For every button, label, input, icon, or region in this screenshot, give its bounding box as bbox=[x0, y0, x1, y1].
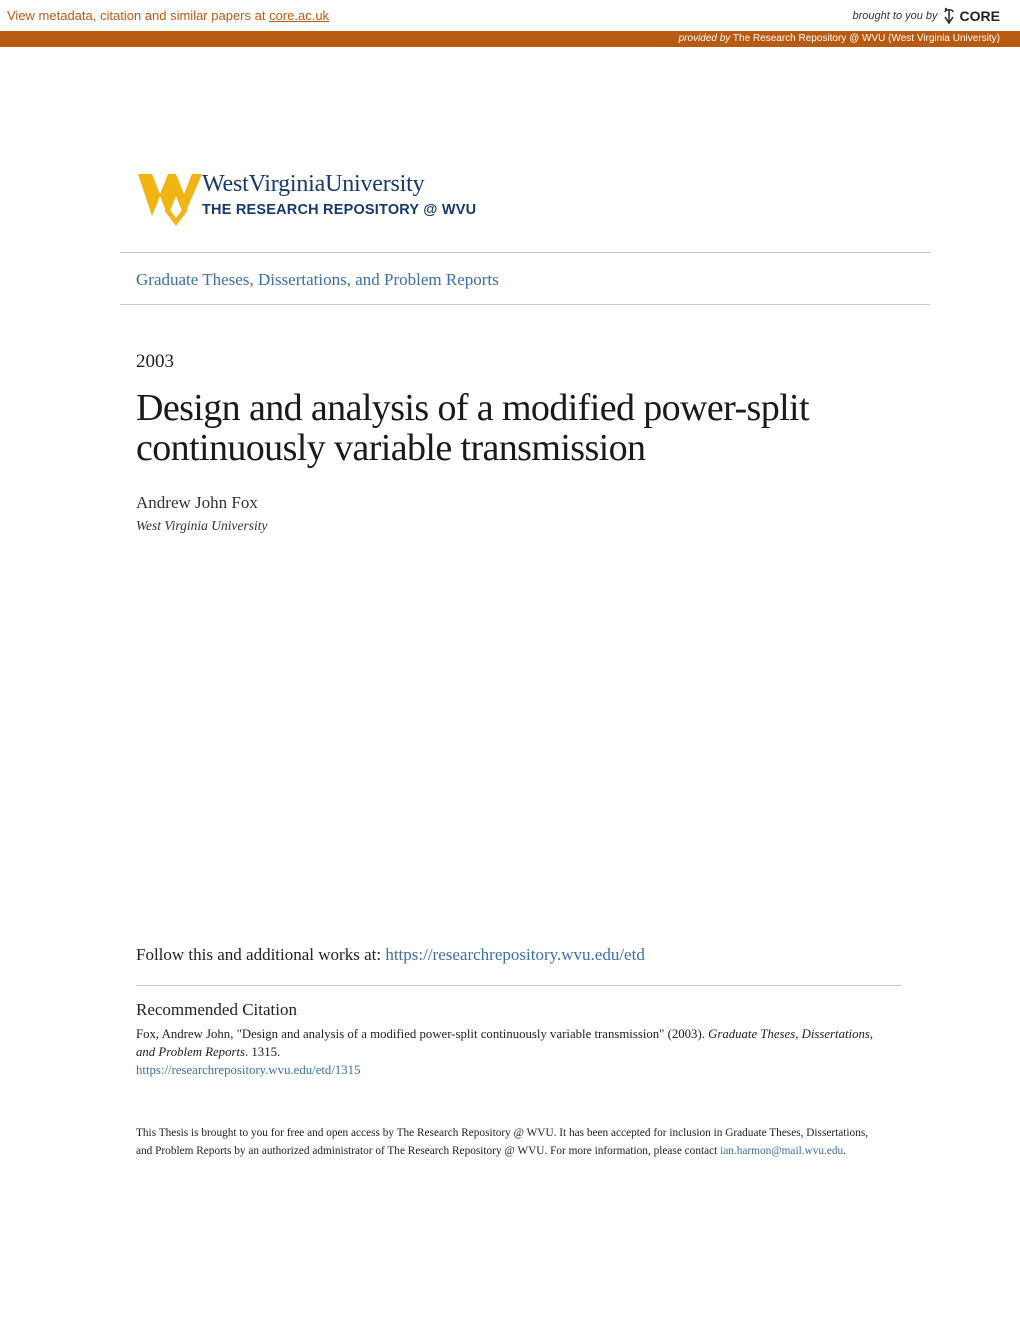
follow-line bbox=[136, 945, 645, 965]
series-link[interactable]: Graduate Theses, Dissertations, and Problem Reports bbox=[136, 270, 499, 289]
provided-prefix: provided by bbox=[678, 33, 731, 44]
wvu-flying-wv-mark bbox=[138, 174, 202, 216]
recommended-citation-heading: Recommended Citation bbox=[136, 1000, 297, 1019]
core-metadata-text: View metadata, citation and similar papers at bbox=[7, 8, 270, 23]
access-statement-end: . bbox=[843, 1145, 846, 1157]
brought-to-you-text: brought to you by bbox=[852, 10, 938, 22]
core-link[interactable]: core.ac.uk bbox=[269, 8, 330, 23]
citation-link[interactable]: https://researchrepository.wvu.edu/etd/1315 bbox=[136, 1063, 361, 1077]
document-title bbox=[136, 388, 896, 468]
wvu-logo-name: WestVirginiaUniversity bbox=[202, 171, 425, 197]
core-banner bbox=[0, 0, 1020, 30]
author-affiliation: West Virginia University bbox=[136, 518, 268, 533]
divider-top bbox=[120, 252, 930, 253]
follow-link[interactable]: https://researchrepository.wvu.edu/etd bbox=[385, 945, 645, 964]
provided-source: The Research Repository @ WVU (West Virginia University) bbox=[730, 33, 1000, 44]
title-line-2: continuously variable transmission bbox=[136, 427, 646, 469]
provided-by-bar bbox=[0, 31, 1020, 47]
core-label: CORE bbox=[959, 8, 1000, 24]
divider-citation bbox=[136, 985, 901, 986]
core-metadata-note bbox=[7, 8, 329, 23]
wvu-logo-subtitle: THE RESEARCH REPOSITORY @ WVU bbox=[202, 202, 477, 218]
recommended-citation-body bbox=[136, 1025, 876, 1079]
citation-series: Graduate Theses, Dissertations, and Problem Reports bbox=[136, 1027, 874, 1059]
divider-series bbox=[120, 304, 930, 305]
citation-text: Fox, Andrew John, "Design and analysis of a modified power-split continuously variable transmission" (2003). bbox=[136, 1027, 709, 1041]
author-name: Andrew John Fox bbox=[136, 493, 258, 512]
publication-year: 2003 bbox=[136, 351, 174, 372]
follow-text: Follow this and additional works at: bbox=[136, 945, 386, 964]
title-line-1: Design and analysis of a modified power-split bbox=[136, 387, 809, 429]
access-statement bbox=[136, 1124, 876, 1160]
access-statement-text: This Thesis is brought to you for free and open access by The Research Repository @ WVU. It has been accepted for inclusion in Graduate Theses, Dissertations, and Problem Reports by an authorized administrator of The Research Repository @ WVU. For more information, please contact bbox=[136, 1127, 869, 1157]
contact-email-link[interactable]: ian.harmon@mail.wvu.edu bbox=[720, 1145, 844, 1157]
citation-number: . 1315. bbox=[245, 1045, 281, 1059]
core-logo-icon bbox=[942, 7, 956, 25]
core-brand[interactable] bbox=[853, 7, 1000, 25]
